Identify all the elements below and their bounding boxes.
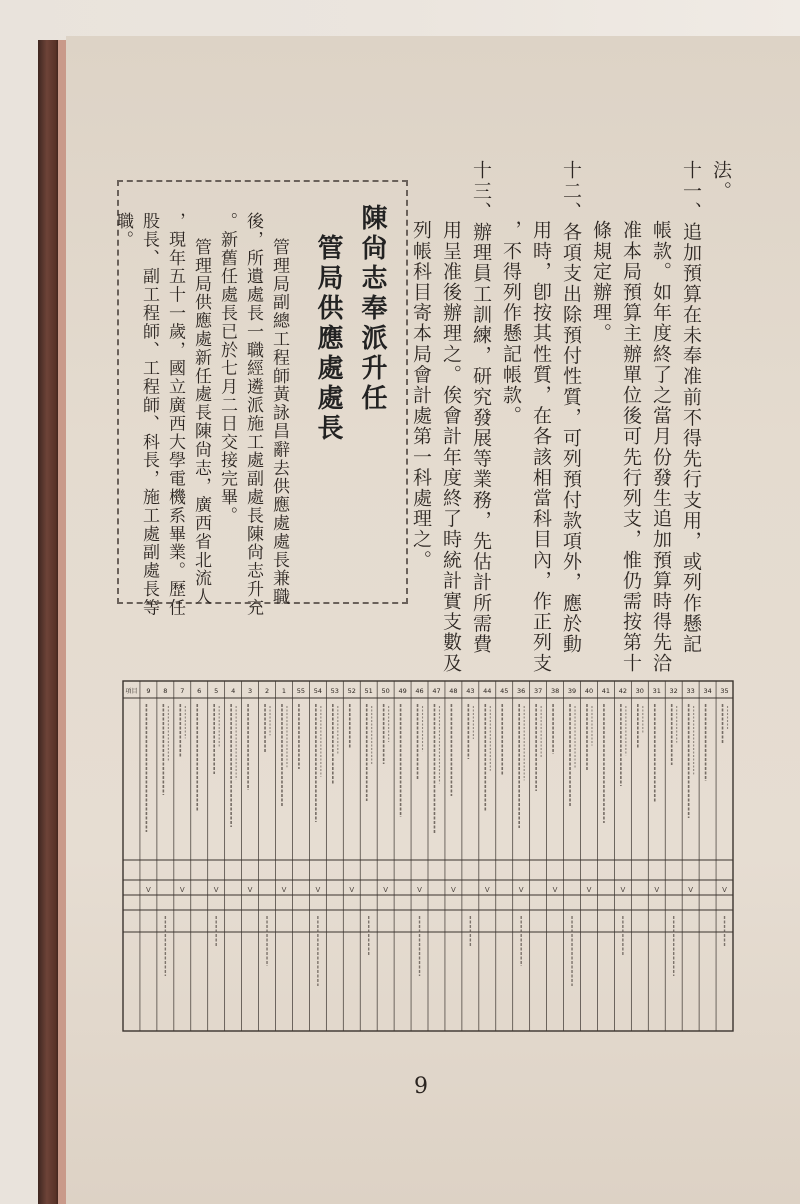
scanned-table <box>122 680 734 1032</box>
notice-body-line: 股長、副工程師、工程師、科長，施工處副處長等 <box>139 212 159 617</box>
table-header-number: 36 <box>517 687 526 695</box>
table-header-number: 6 <box>197 687 202 695</box>
rules-line: 十二、各項支出除預付性質，可列預付款項外，應於動 <box>560 160 582 655</box>
table-check-mark: V <box>417 886 422 894</box>
notice-body-line: 後，所遺處長一職經遴派施工處副處長陳尙志升充 <box>243 212 263 617</box>
notice-title <box>306 204 394 617</box>
table-check-mark: V <box>281 886 287 894</box>
page-number: 9 <box>414 1074 428 1099</box>
table-header-number: 44 <box>483 687 492 695</box>
table-header-number: 30 <box>635 687 644 695</box>
rules-line: ，不得列作懸記帳款。 <box>500 220 522 426</box>
table-header-number: 46 <box>415 687 424 695</box>
notice-title-line: 陳尙志奉派升任 <box>357 204 387 414</box>
table-header-number: 52 <box>347 687 356 695</box>
table-header-number: 1 <box>281 687 287 695</box>
table-check-mark: V <box>688 886 694 894</box>
table-check-mark: V <box>146 886 151 894</box>
table-header-number: 9 <box>146 687 151 695</box>
table-check-mark: V <box>349 886 355 894</box>
table-check-mark: V <box>722 886 727 894</box>
rules-line: 列帳科目寄本局會計處第一科處理之。 <box>410 220 432 571</box>
table-check-mark: V <box>654 886 660 894</box>
table-header-number: 31 <box>652 687 661 695</box>
rules-line: 十三、辦理員工訓練，研究發展等業務，先估計所需費 <box>470 160 492 655</box>
table-header-number: 37 <box>533 687 543 695</box>
rules-line: 法。 <box>710 160 732 202</box>
table-check-mark: V <box>552 886 558 894</box>
rules-line: 條規定辦理。 <box>590 220 612 344</box>
table-header-number: 34 <box>703 687 712 695</box>
table-header-number: 51 <box>364 687 373 695</box>
book-binding <box>38 40 60 1204</box>
table-header-number: 43 <box>466 687 475 695</box>
notice-title-line: 管局供應處處長 <box>313 234 343 444</box>
table-header-number: 7 <box>180 687 185 695</box>
table-check-mark: V <box>484 886 490 894</box>
table-header-number: 42 <box>618 687 628 695</box>
table-header-number: 38 <box>550 687 560 695</box>
table-header-number: 45 <box>500 687 509 695</box>
table-header-number: 53 <box>330 687 339 695</box>
notice-body-line: 管理局副總工程師黃詠昌辭去供應處處長兼職 <box>269 238 289 606</box>
table-header-label: 項目 <box>125 688 138 695</box>
rules-line: 十一、追加預算在未奉准前不得先行支用，或列作懸記 <box>680 160 702 655</box>
table-header-number: 55 <box>296 687 306 695</box>
table-check-mark: V <box>315 886 321 894</box>
rules-line: 帳款。如年度終了之當月份發生追加預算時得先洽 <box>650 220 672 674</box>
table-header-number: 48 <box>449 687 458 695</box>
news-notice-box <box>113 180 408 617</box>
table-check-mark: V <box>451 886 456 894</box>
table-header-number: 49 <box>398 687 407 695</box>
notice-body-line: 。新舊任處長已於七月二日交接完畢。 <box>217 212 237 525</box>
table-header-number: 33 <box>686 687 695 695</box>
rules-line: 准本局預算主辦單位後可先行列支，惟仍需按第十 <box>620 220 642 674</box>
table-header-number: 35 <box>720 687 729 695</box>
table-header-number: 8 <box>163 687 168 695</box>
rules-line: 用時，卽按其性質，在各該相當科目內，作正列支 <box>530 220 552 674</box>
notice-body-line: 管理局供應處新任處長陳尙志，廣西省北流人 <box>191 238 211 606</box>
table-header-number: 41 <box>601 687 611 695</box>
table-header-number: 40 <box>584 687 594 695</box>
notice-body-line: ，現年五十一歲，國立廣西大學電機系畢業。歷任 <box>165 212 185 617</box>
table-header-number: 39 <box>567 687 577 695</box>
table-check-mark: V <box>179 886 185 894</box>
rules-text-block <box>406 160 736 673</box>
table-header-number: 54 <box>313 687 323 695</box>
table-header-number: 32 <box>669 687 678 695</box>
table-header-number: 5 <box>214 687 219 695</box>
table-header-number: 50 <box>381 687 390 695</box>
notice-body-line: 職。 <box>113 212 133 249</box>
table-check-mark: V <box>518 886 524 894</box>
notice-body <box>110 212 292 617</box>
table-header-number: 3 <box>248 687 253 695</box>
table-check-mark: V <box>383 886 389 894</box>
table-header-number: 47 <box>432 687 441 695</box>
table-header-number: 4 <box>231 687 236 695</box>
table-header-number: 2 <box>264 687 270 695</box>
table-check-mark: V <box>620 886 626 894</box>
table-check-mark: V <box>247 886 253 894</box>
table-check-mark: V <box>586 886 592 894</box>
rules-line: 用呈准後辦理之。俟會計年度終了時統計實支數及 <box>440 220 462 674</box>
table-check-mark: V <box>213 886 219 894</box>
